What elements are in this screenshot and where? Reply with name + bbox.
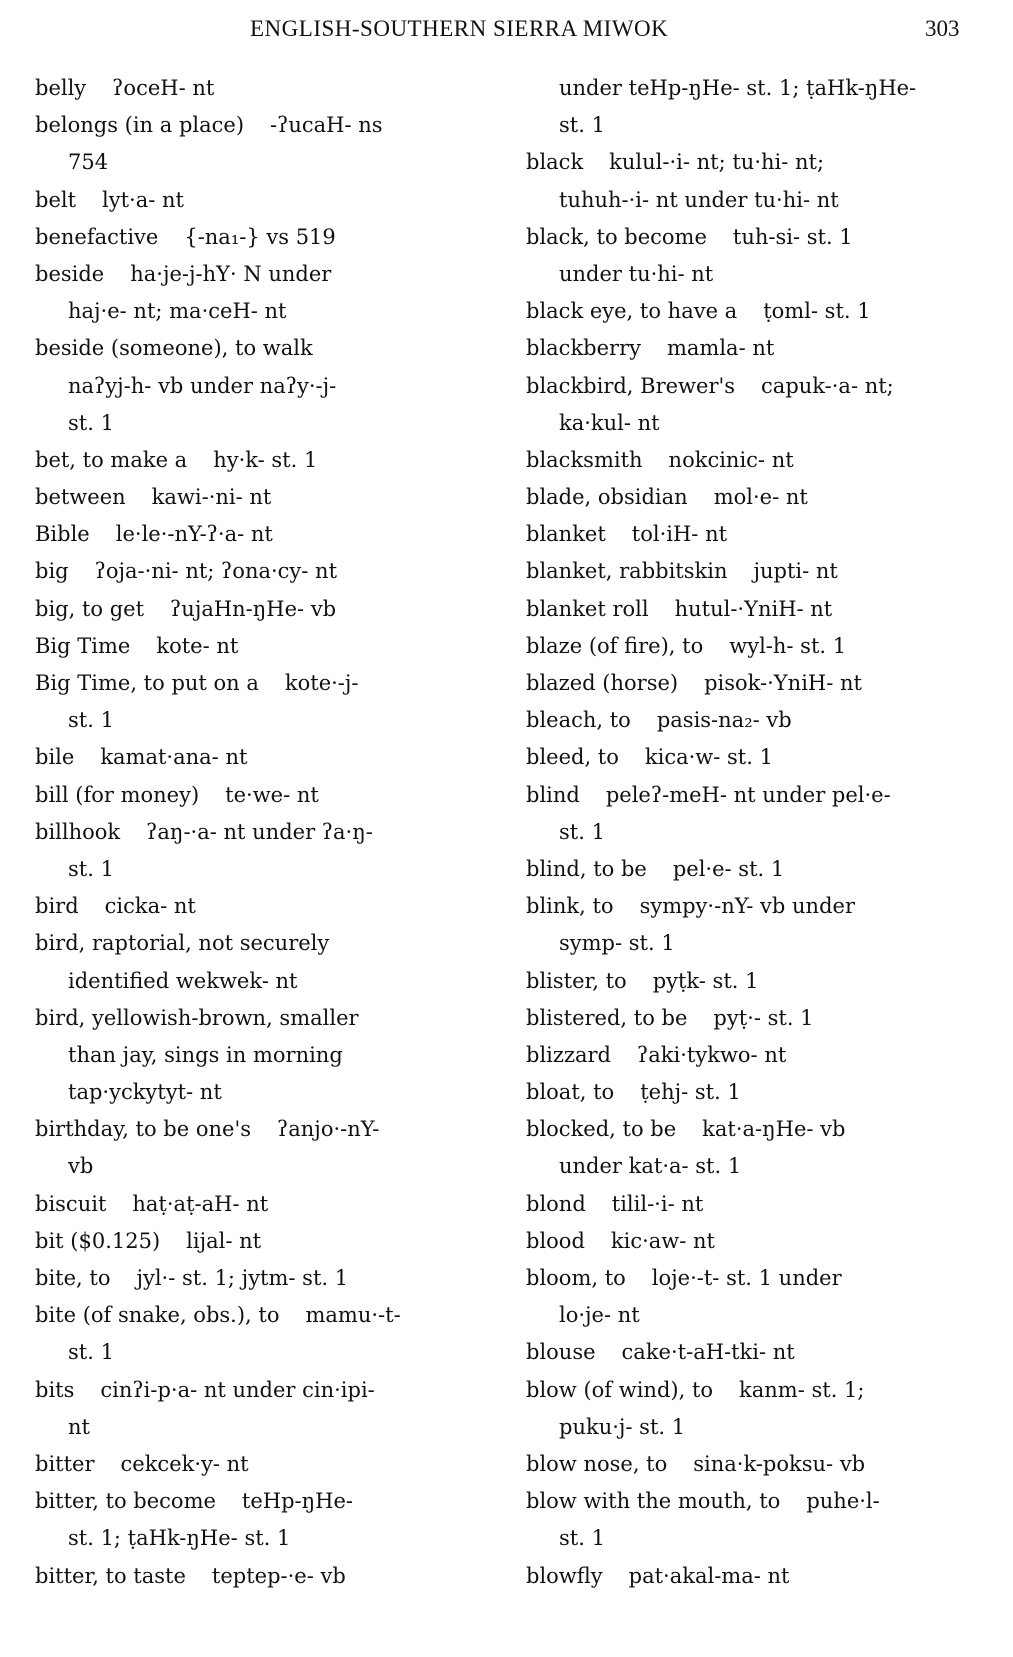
miwok-definition: te·we- nt bbox=[225, 782, 319, 807]
english-headword: black eye, to have a bbox=[526, 299, 738, 324]
english-headword: blistered, to be bbox=[526, 1005, 688, 1030]
dictionary-line bbox=[35, 628, 505, 665]
english-headword: birthday, to be one's bbox=[35, 1117, 251, 1142]
miwok-definition: pyṭ·- st. 1 bbox=[713, 1005, 814, 1030]
miwok-definition: pel·e- st. 1 bbox=[672, 856, 785, 881]
miwok-definition: under teHp-ŋHe- st. 1; ṭaHk-ŋHe- bbox=[559, 76, 917, 100]
miwok-definition: jupti- nt bbox=[753, 559, 838, 584]
miwok-definition: lyt·a- nt bbox=[102, 187, 184, 212]
dictionary-line bbox=[526, 925, 1001, 962]
dictionary-line bbox=[35, 1520, 505, 1557]
english-headword: benefactive bbox=[35, 224, 159, 249]
english-headword: big bbox=[35, 559, 69, 584]
english-headword: black, to become bbox=[526, 224, 707, 249]
dictionary-line bbox=[526, 739, 1001, 776]
miwok-definition: haj·e- nt; ma·ceH- nt bbox=[68, 299, 287, 324]
dictionary-line bbox=[526, 1000, 1001, 1037]
dictionary-line bbox=[526, 1409, 1001, 1446]
english-headword: bet, to make a bbox=[35, 447, 188, 472]
dictionary-line bbox=[526, 1558, 1001, 1595]
dictionary-line bbox=[35, 1558, 505, 1595]
miwok-definition: tol·iH- nt bbox=[631, 522, 728, 547]
dictionary-line bbox=[35, 851, 505, 888]
miwok-definition: than jay, sings in morning bbox=[68, 1042, 343, 1067]
english-headword: bit ($0.125) bbox=[35, 1228, 161, 1253]
dictionary-line bbox=[526, 963, 1001, 1000]
dictionary-line bbox=[526, 144, 1001, 181]
page-number: 303 bbox=[925, 16, 960, 41]
miwok-definition: pisok-·YniH- nt bbox=[704, 671, 862, 695]
english-headword: blackbird, Brewer's bbox=[526, 373, 736, 398]
miwok-definition: ʔoja-·ni- nt; ʔona·cy- nt bbox=[94, 559, 338, 584]
dictionary-line bbox=[35, 368, 505, 405]
dictionary-line bbox=[526, 1037, 1001, 1074]
dictionary-line bbox=[526, 1260, 1001, 1297]
miwok-definition: tilil-·i- nt bbox=[611, 1191, 704, 1216]
dictionary-line bbox=[35, 665, 505, 702]
dictionary-line bbox=[526, 70, 1001, 107]
miwok-definition: st. 1 bbox=[559, 113, 605, 138]
miwok-definition: -ʔucaH- ns bbox=[270, 113, 383, 138]
miwok-definition: kote- nt bbox=[156, 633, 239, 658]
english-headword: bird, raptorial, not securely bbox=[35, 931, 330, 956]
english-headword: between bbox=[35, 485, 126, 510]
miwok-definition: kat·a-ŋHe- vb bbox=[702, 1117, 846, 1142]
miwok-definition: st. 1 bbox=[68, 856, 114, 881]
english-headword: blaze (of fire), to bbox=[526, 633, 704, 658]
english-headword: blow (of wind), to bbox=[526, 1377, 714, 1402]
dictionary-line bbox=[35, 1409, 505, 1446]
miwok-definition: {-na₁-} vs 519 bbox=[184, 224, 336, 249]
miwok-definition: kica·w- st. 1 bbox=[644, 745, 773, 770]
english-headword: beside bbox=[35, 261, 105, 286]
english-headword: belt bbox=[35, 187, 77, 212]
miwok-definition: tap·yckytyt- nt bbox=[68, 1080, 222, 1105]
miwok-definition: cicka- nt bbox=[104, 894, 196, 919]
english-headword: blocked, to be bbox=[526, 1117, 677, 1142]
miwok-definition: ka·kul- nt bbox=[559, 410, 660, 435]
english-headword: blanket bbox=[526, 522, 606, 547]
dictionary-line bbox=[35, 739, 505, 776]
miwok-definition: le·le·-nY-ʔ·a- nt bbox=[115, 522, 273, 547]
english-headword: blackberry bbox=[526, 336, 641, 361]
dictionary-line bbox=[526, 1372, 1001, 1409]
miwok-definition: vb bbox=[68, 1154, 94, 1179]
dictionary-line bbox=[526, 1186, 1001, 1223]
miwok-definition: st. 1 bbox=[68, 1340, 114, 1365]
dictionary-line bbox=[526, 516, 1001, 553]
english-headword: blind, to be bbox=[526, 856, 647, 881]
miwok-definition: teHp-ŋHe- bbox=[241, 1489, 354, 1514]
dictionary-line bbox=[526, 1223, 1001, 1260]
miwok-definition: kawi-·ni- nt bbox=[151, 485, 272, 510]
miwok-definition: identified wekwek- nt bbox=[68, 968, 298, 993]
dictionary-line bbox=[526, 1148, 1001, 1185]
dictionary-line bbox=[35, 293, 505, 330]
dictionary-line bbox=[35, 1334, 505, 1371]
english-headword: blazed (horse) bbox=[526, 671, 679, 695]
english-headword: blacksmith bbox=[526, 447, 643, 472]
dictionary-line bbox=[35, 70, 505, 107]
dictionary-line bbox=[35, 963, 505, 1000]
dictionary-line bbox=[35, 405, 505, 442]
miwok-definition: jyl·- st. 1; jytm- st. 1 bbox=[136, 1266, 349, 1290]
miwok-definition: mamla- nt bbox=[666, 336, 775, 361]
miwok-definition: under tu·hi- nt bbox=[559, 261, 714, 286]
dictionary-line bbox=[35, 107, 505, 144]
miwok-definition: capuk-·a- nt; bbox=[761, 373, 894, 398]
dictionary-line bbox=[526, 479, 1001, 516]
english-headword: bill (for money) bbox=[35, 782, 200, 807]
english-headword: bloat, to bbox=[526, 1080, 615, 1105]
english-headword: bits bbox=[35, 1377, 75, 1402]
dictionary-line bbox=[35, 553, 505, 590]
miwok-definition: puku·j- st. 1 bbox=[559, 1414, 686, 1439]
dictionary-line bbox=[35, 1446, 505, 1483]
miwok-definition: kic·aw- nt bbox=[610, 1228, 715, 1253]
english-headword: blanket roll bbox=[526, 596, 649, 621]
dictionary-line bbox=[35, 777, 505, 814]
english-headword: beside (someone), to walk bbox=[35, 336, 313, 361]
dictionary-line bbox=[526, 442, 1001, 479]
english-headword: biscuit bbox=[35, 1191, 107, 1216]
miwok-definition: tuhuh-·i- nt under tu·hi- nt bbox=[559, 187, 839, 212]
dictionary-line bbox=[526, 1297, 1001, 1334]
miwok-definition: under kat·a- st. 1 bbox=[559, 1154, 742, 1179]
miwok-definition: ʔaki·tykwo- nt bbox=[637, 1042, 787, 1067]
english-headword: bitter bbox=[35, 1451, 95, 1476]
miwok-definition: kamat·ana- nt bbox=[100, 745, 248, 770]
english-headword: blouse bbox=[526, 1340, 596, 1365]
right-column bbox=[526, 70, 1001, 1595]
dictionary-line bbox=[526, 256, 1001, 293]
dictionary-line bbox=[35, 1223, 505, 1260]
dictionary-line bbox=[526, 665, 1001, 702]
dictionary-line bbox=[526, 1520, 1001, 1557]
dictionary-line bbox=[526, 182, 1001, 219]
miwok-definition: nokcinic- nt bbox=[668, 447, 794, 472]
english-headword: bleed, to bbox=[526, 745, 619, 770]
english-headword: bite, to bbox=[35, 1266, 111, 1290]
dictionary-line bbox=[35, 591, 505, 628]
dictionary-line bbox=[526, 851, 1001, 888]
miwok-definition: hy·k- st. 1 bbox=[213, 447, 318, 472]
dictionary-line bbox=[526, 330, 1001, 367]
dictionary-line bbox=[526, 1111, 1001, 1148]
english-headword: bitter, to become bbox=[35, 1489, 216, 1514]
english-headword: blood bbox=[526, 1228, 585, 1253]
dictionary-line bbox=[35, 1111, 505, 1148]
english-headword: blink, to bbox=[526, 894, 614, 919]
english-headword: bitter, to taste bbox=[35, 1563, 186, 1588]
miwok-definition: kulul-·i- nt; tu·hi- nt; bbox=[609, 150, 825, 175]
miwok-definition: cekcek·y- nt bbox=[120, 1451, 249, 1476]
english-headword: black bbox=[526, 150, 584, 175]
page-title: ENGLISH-SOUTHERN SIERRA MIWOK bbox=[250, 16, 669, 41]
miwok-definition: ṭehj- st. 1 bbox=[640, 1080, 741, 1105]
dictionary-line bbox=[526, 405, 1001, 442]
dictionary-line bbox=[35, 1186, 505, 1223]
miwok-definition: lo·je- nt bbox=[559, 1303, 640, 1328]
miwok-definition: pat·akal-ma- nt bbox=[628, 1563, 790, 1588]
miwok-definition: symp- st. 1 bbox=[559, 931, 675, 956]
miwok-definition: mol·e- nt bbox=[713, 485, 808, 510]
english-headword: bile bbox=[35, 745, 75, 770]
miwok-definition: sympy·-nY- vb under bbox=[639, 894, 855, 919]
miwok-definition: ʔoceH- nt bbox=[112, 76, 215, 100]
dictionary-line bbox=[35, 1260, 505, 1297]
miwok-definition: haṭ·aṭ-aH- nt bbox=[132, 1191, 269, 1216]
miwok-definition: st. 1 bbox=[68, 708, 114, 733]
dictionary-line bbox=[526, 1334, 1001, 1371]
english-headword: Big Time, to put on a bbox=[35, 671, 259, 695]
miwok-definition: st. 1 bbox=[559, 819, 605, 844]
dictionary-line bbox=[35, 702, 505, 739]
dictionary-line bbox=[526, 628, 1001, 665]
english-headword: big, to get bbox=[35, 596, 145, 621]
miwok-definition: ṭoml- st. 1 bbox=[763, 299, 871, 324]
english-headword: bite (of snake, obs.), to bbox=[35, 1303, 280, 1328]
miwok-definition: cinʔi-p·a- nt under cin·ipi- bbox=[100, 1377, 375, 1402]
english-headword: belongs (in a place) bbox=[35, 113, 245, 138]
miwok-definition: st. 1 bbox=[559, 1526, 605, 1551]
miwok-definition: tuh-si- st. 1 bbox=[732, 224, 853, 249]
miwok-definition: pyṭk- st. 1 bbox=[652, 968, 759, 993]
dictionary-line bbox=[35, 182, 505, 219]
dictionary-line bbox=[526, 1446, 1001, 1483]
miwok-definition: kanm- st. 1; bbox=[739, 1377, 865, 1402]
miwok-definition: ʔaŋ-·a- nt under ʔa·ŋ- bbox=[146, 819, 373, 844]
dictionary-line bbox=[35, 516, 505, 553]
miwok-definition: st. 1; ṭaHk-ŋHe- st. 1 bbox=[68, 1526, 291, 1551]
dictionary-line bbox=[526, 1074, 1001, 1111]
dictionary-line bbox=[35, 1037, 505, 1074]
dictionary-line bbox=[35, 442, 505, 479]
english-headword: blizzard bbox=[526, 1042, 612, 1067]
miwok-definition: ʔujaHn-ŋHe- vb bbox=[170, 596, 337, 621]
dictionary-line bbox=[35, 330, 505, 367]
miwok-definition: lijal- nt bbox=[186, 1228, 262, 1253]
miwok-definition: kote·-j- bbox=[284, 671, 359, 695]
english-headword: bird, yellowish-brown, smaller bbox=[35, 1005, 359, 1030]
english-headword: Bible bbox=[35, 522, 90, 547]
dictionary-line bbox=[35, 1148, 505, 1185]
dictionary-line bbox=[526, 814, 1001, 851]
miwok-definition: sina·k-poksu- vb bbox=[693, 1451, 866, 1476]
english-headword: blowfly bbox=[526, 1563, 603, 1588]
english-headword: billhook bbox=[35, 819, 121, 844]
dictionary-line bbox=[526, 591, 1001, 628]
english-headword: blade, obsidian bbox=[526, 485, 688, 510]
miwok-definition: wyl-h- st. 1 bbox=[729, 633, 847, 658]
dictionary-line bbox=[35, 814, 505, 851]
english-headword: blow nose, to bbox=[526, 1451, 668, 1476]
miwok-definition: naʔyj-h- vb under naʔy·-j- bbox=[68, 373, 337, 398]
miwok-definition: hutul-·YniH- nt bbox=[674, 596, 833, 621]
dictionary-line bbox=[35, 1074, 505, 1111]
dictionary-line bbox=[526, 888, 1001, 925]
dictionary-line bbox=[526, 777, 1001, 814]
miwok-definition: 754 bbox=[68, 150, 109, 175]
dictionary-line bbox=[35, 925, 505, 962]
miwok-definition: loje·-t- st. 1 under bbox=[651, 1266, 842, 1290]
english-headword: blister, to bbox=[526, 968, 627, 993]
english-headword: blond bbox=[526, 1191, 586, 1216]
running-head bbox=[0, 14, 1013, 48]
miwok-definition: puhe·l- bbox=[806, 1489, 880, 1514]
miwok-definition: ha·je-j-hY· N under bbox=[130, 261, 332, 286]
miwok-definition: ʔanjo·-nY- bbox=[277, 1117, 380, 1142]
dictionary-line bbox=[526, 1483, 1001, 1520]
english-headword: bird bbox=[35, 894, 79, 919]
dictionary-line bbox=[35, 1483, 505, 1520]
miwok-definition: mamu·-t- bbox=[305, 1303, 401, 1328]
dictionary-line bbox=[35, 1000, 505, 1037]
english-headword: blow with the mouth, to bbox=[526, 1489, 781, 1514]
english-headword: bleach, to bbox=[526, 708, 631, 733]
miwok-definition: pasis-na₂- vb bbox=[656, 708, 792, 733]
left-column bbox=[35, 70, 505, 1595]
english-headword: Big Time bbox=[35, 633, 131, 658]
english-headword: blind bbox=[526, 782, 580, 807]
dictionary-line bbox=[35, 219, 505, 256]
dictionary-line bbox=[526, 293, 1001, 330]
miwok-definition: teptep-·e- vb bbox=[211, 1563, 346, 1588]
dictionary-line bbox=[35, 1297, 505, 1334]
miwok-definition: nt bbox=[68, 1414, 90, 1439]
dictionary-line bbox=[526, 107, 1001, 144]
dictionary-line bbox=[35, 144, 505, 181]
dictionary-line bbox=[526, 702, 1001, 739]
dictionary-line bbox=[35, 1372, 505, 1409]
dictionary-line bbox=[35, 888, 505, 925]
english-headword: belly bbox=[35, 76, 87, 100]
dictionary-line bbox=[35, 256, 505, 293]
dictionary-line bbox=[526, 368, 1001, 405]
english-headword: blanket, rabbitskin bbox=[526, 559, 728, 584]
english-headword: bloom, to bbox=[526, 1266, 626, 1290]
dictionary-line bbox=[526, 553, 1001, 590]
miwok-definition: peleʔ-meH- nt under pel·e- bbox=[605, 782, 891, 807]
miwok-definition: cake·t-aH-tki- nt bbox=[621, 1340, 795, 1365]
dictionary-line bbox=[526, 219, 1001, 256]
miwok-definition: st. 1 bbox=[68, 410, 114, 435]
dictionary-line bbox=[35, 479, 505, 516]
